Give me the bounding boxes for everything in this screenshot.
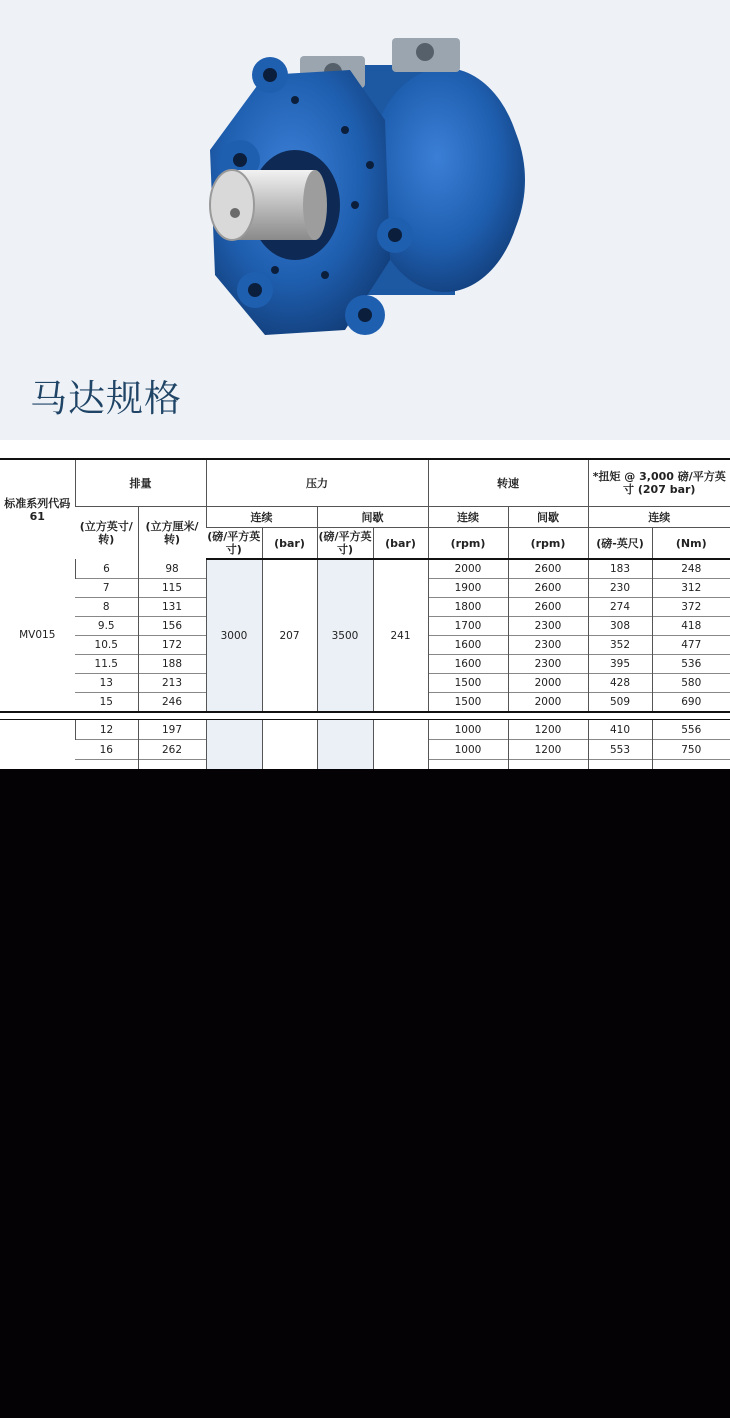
unit-psi-intermittent: (磅/平方英寸) xyxy=(317,528,373,560)
cell-nm: 536 xyxy=(652,655,730,674)
cell-cm3: 262 xyxy=(138,740,206,760)
page-title: 马达规格 xyxy=(30,377,182,420)
unit-nm: (Nm) xyxy=(652,528,730,560)
cell-in3: 16 xyxy=(75,740,138,760)
subheader-pressure-intermittent: 间歇 xyxy=(317,507,428,528)
cell-lbft: 428 xyxy=(588,674,652,693)
separator-cell xyxy=(0,712,730,720)
cell-cm3: 188 xyxy=(138,655,206,674)
table-row xyxy=(0,720,730,740)
cell-pressure-int-bar: 241 xyxy=(373,559,428,712)
cell-rpm-int: 1200 xyxy=(508,740,588,760)
cell-cm3: 115 xyxy=(138,579,206,598)
cell-cm3: 197 xyxy=(138,720,206,740)
cell-in3: 15 xyxy=(75,693,138,713)
cell-nm: 312 xyxy=(652,579,730,598)
cell-cm3: 172 xyxy=(138,636,206,655)
unit-bar-continuous: (bar) xyxy=(262,528,317,560)
subheader-speed-intermittent: 间歇 xyxy=(508,507,588,528)
cell-nm: 556 xyxy=(652,720,730,740)
cell-rpm-cont: 1500 xyxy=(428,674,508,693)
cell-lbft: 308 xyxy=(588,617,652,636)
cell-nm: 580 xyxy=(652,674,730,693)
cell-cm3: 246 xyxy=(138,693,206,713)
cell-rpm-int: 2300 xyxy=(508,617,588,636)
cell-nm: 750 xyxy=(652,740,730,760)
cropped-region xyxy=(0,769,730,1418)
model-cell: MV015 xyxy=(19,629,56,641)
cell-pressure-cont-bar xyxy=(262,720,317,771)
cell-in3: 10.5 xyxy=(75,636,138,655)
cell-in3: 7 xyxy=(75,579,138,598)
motor-spec-table xyxy=(0,458,730,770)
unit-rpm-intermittent: (rpm) xyxy=(508,528,588,560)
hydraulic-motor-image xyxy=(195,30,535,350)
header-series: 标准系列代码 61 xyxy=(0,459,75,559)
cell-pressure-cont-bar: 207 xyxy=(262,559,317,712)
cell-rpm-int: 2600 xyxy=(508,579,588,598)
table-row xyxy=(0,559,730,579)
group-separator xyxy=(0,712,730,720)
cell-rpm-cont: 1800 xyxy=(428,598,508,617)
header-torque: *扭矩 @ 3,000 磅/平方英寸 (207 bar) xyxy=(588,459,730,507)
cell-lbft: 410 xyxy=(588,720,652,740)
header-displacement: 排量 xyxy=(75,459,206,507)
cell-in3: 12 xyxy=(75,720,138,740)
cell-nm: 690 xyxy=(652,693,730,713)
cell-rpm-int: 1200 xyxy=(508,720,588,740)
unit-cm3: (立方厘米/转) xyxy=(138,507,206,560)
cell-pressure-cont-psi xyxy=(206,720,262,771)
cell-in3: 6 xyxy=(75,559,138,579)
cell-in3: 11.5 xyxy=(75,655,138,674)
cell-rpm-cont: 1600 xyxy=(428,636,508,655)
cell-rpm-cont: 1600 xyxy=(428,655,508,674)
cell-cm3: 156 xyxy=(138,617,206,636)
unit-in3: (立方英寸/转) xyxy=(75,507,138,560)
subheader-speed-continuous: 连续 xyxy=(428,507,508,528)
hero-section xyxy=(0,0,730,440)
cell-pressure-int-bar xyxy=(373,720,428,771)
unit-lbft: (磅-英尺) xyxy=(588,528,652,560)
cell-nm: 372 xyxy=(652,598,730,617)
unit-psi-continuous: (磅/平方英寸) xyxy=(206,528,262,560)
cell-rpm-int: 2000 xyxy=(508,674,588,693)
cell-rpm-int: 2600 xyxy=(508,559,588,579)
cell-rpm-int: 2600 xyxy=(508,598,588,617)
spec-table-container xyxy=(0,440,730,770)
cell-rpm-cont: 1000 xyxy=(428,720,508,740)
cell-rpm-cont: 1900 xyxy=(428,579,508,598)
cell-cm3: 131 xyxy=(138,598,206,617)
cell-lbft: 553 xyxy=(588,740,652,760)
cell-rpm-cont: 2000 xyxy=(428,559,508,579)
cell-in3: 13 xyxy=(75,674,138,693)
cell-lbft: 274 xyxy=(588,598,652,617)
cell-rpm-int: 2300 xyxy=(508,655,588,674)
cell-cm3: 213 xyxy=(138,674,206,693)
cell-lbft: 352 xyxy=(588,636,652,655)
cell-rpm-cont: 1000 xyxy=(428,740,508,760)
subheader-pressure-continuous: 连续 xyxy=(206,507,317,528)
cell-nm: 418 xyxy=(652,617,730,636)
cell-rpm-int: 2000 xyxy=(508,693,588,713)
header-speed: 转速 xyxy=(428,459,588,507)
cell-cm3: 98 xyxy=(138,559,206,579)
cell-rpm-int: 2300 xyxy=(508,636,588,655)
cell-in3: 9.5 xyxy=(75,617,138,636)
cell-in3: 8 xyxy=(75,598,138,617)
cell-rpm-cont: 1500 xyxy=(428,693,508,713)
cell-pressure-cont-psi: 3000 xyxy=(206,559,262,712)
cell-lbft: 395 xyxy=(588,655,652,674)
unit-bar-intermittent: (bar) xyxy=(373,528,428,560)
subheader-torque-continuous: 连续 xyxy=(588,507,730,528)
header-pressure: 压力 xyxy=(206,459,428,507)
cell-lbft: 183 xyxy=(588,559,652,579)
cell-rpm-cont: 1700 xyxy=(428,617,508,636)
unit-rpm-continuous: (rpm) xyxy=(428,528,508,560)
cell-pressure-int-psi xyxy=(317,720,373,771)
cell-pressure-int-psi: 3500 xyxy=(317,559,373,712)
cell-nm: 248 xyxy=(652,559,730,579)
cell-lbft: 509 xyxy=(588,693,652,713)
model-cell xyxy=(0,720,75,771)
cell-lbft: 230 xyxy=(588,579,652,598)
cell-nm: 477 xyxy=(652,636,730,655)
